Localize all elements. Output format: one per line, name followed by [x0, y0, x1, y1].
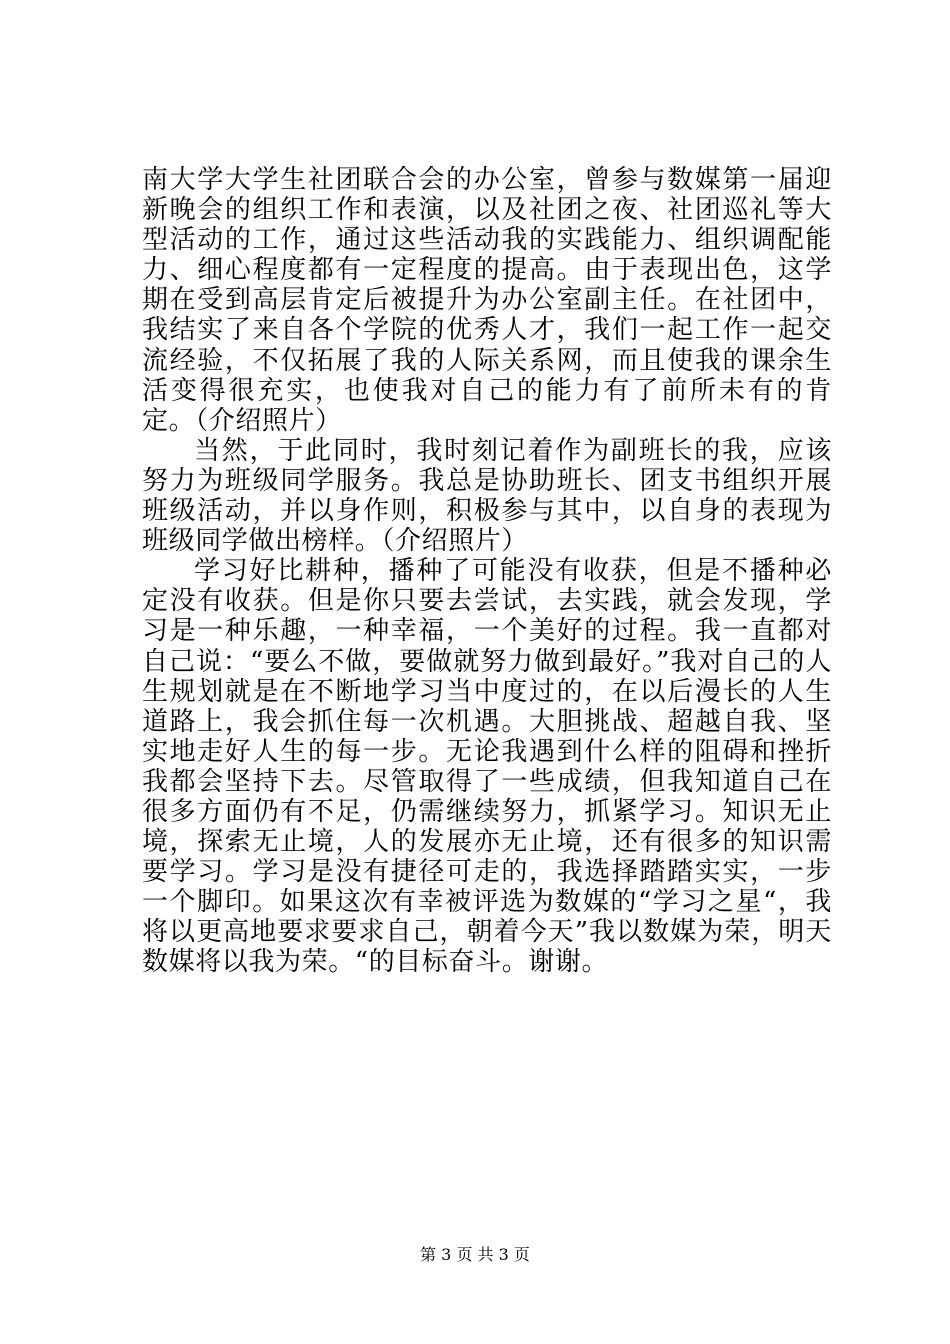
document-body: [142, 165, 832, 978]
paragraph-3: 学习好比耕种，播种了可能没有收获，但是不播种必定没有收获。但是你只要去尝试，去实践，就会发现，学习是一种乐趣，一种幸福，一个美好的过程。我一直都对自己说：“要么不做，要做就努力做到最好。”我对自己的人生规划就是在不断地学习当中度过的，在以后漫长的人生道路上，我会抓住每一次机遇。大胆挑战、超越自我、坚实地走好人生的每一步。无论我遇到什么样的阻碍和挫折我都会坚持下去。尽管取得了一些成绩，但我知道自己在很多方面仍有不足，仍需继续努力，抓紧学习。知识无止境，探索无止境，人的发展亦无止境，还有很多的知识需要学习。学习是没有捷径可走的，我选择踏踏实实，一步一个脚印。如果这次有幸被评选为数媒的“学习之星“，我将以更高地要求要求自己，朝着今天”我以数媒为荣，明天数媒将以我为荣。“的目标奋斗。谢谢。: [142, 556, 832, 978]
paragraph-2: 当然，于此同时，我时刻记着作为副班长的我，应该努力为班级同学服务。我总是协助班长、团支书组织开展班级活动，并以身作则，积极参与其中，以自身的表现为班级同学做出榜样。（介绍照片）: [142, 435, 832, 557]
paragraph-1: 南大学大学生社团联合会的办公室，曾参与数媒第一届迎新晚会的组织工作和表演，以及社团之夜、社团巡礼等大型活动的工作，通过这些活动我的实践能力、组织调配能力、细心程度都有一定程度的提高。由于表现出色，这学期在受到高层肯定后被提升为办公室副主任。在社团中，我结实了来自各个学院的优秀人才，我们一起工作一起交流经验，不仅拓展了我的人际关系网，而且使我的课余生活变得很充实，也使我对自己的能力有了前所未有的肯定。（介绍照片）: [142, 165, 832, 436]
page-footer: 第 3 页 共 3 页: [420, 1245, 530, 1264]
